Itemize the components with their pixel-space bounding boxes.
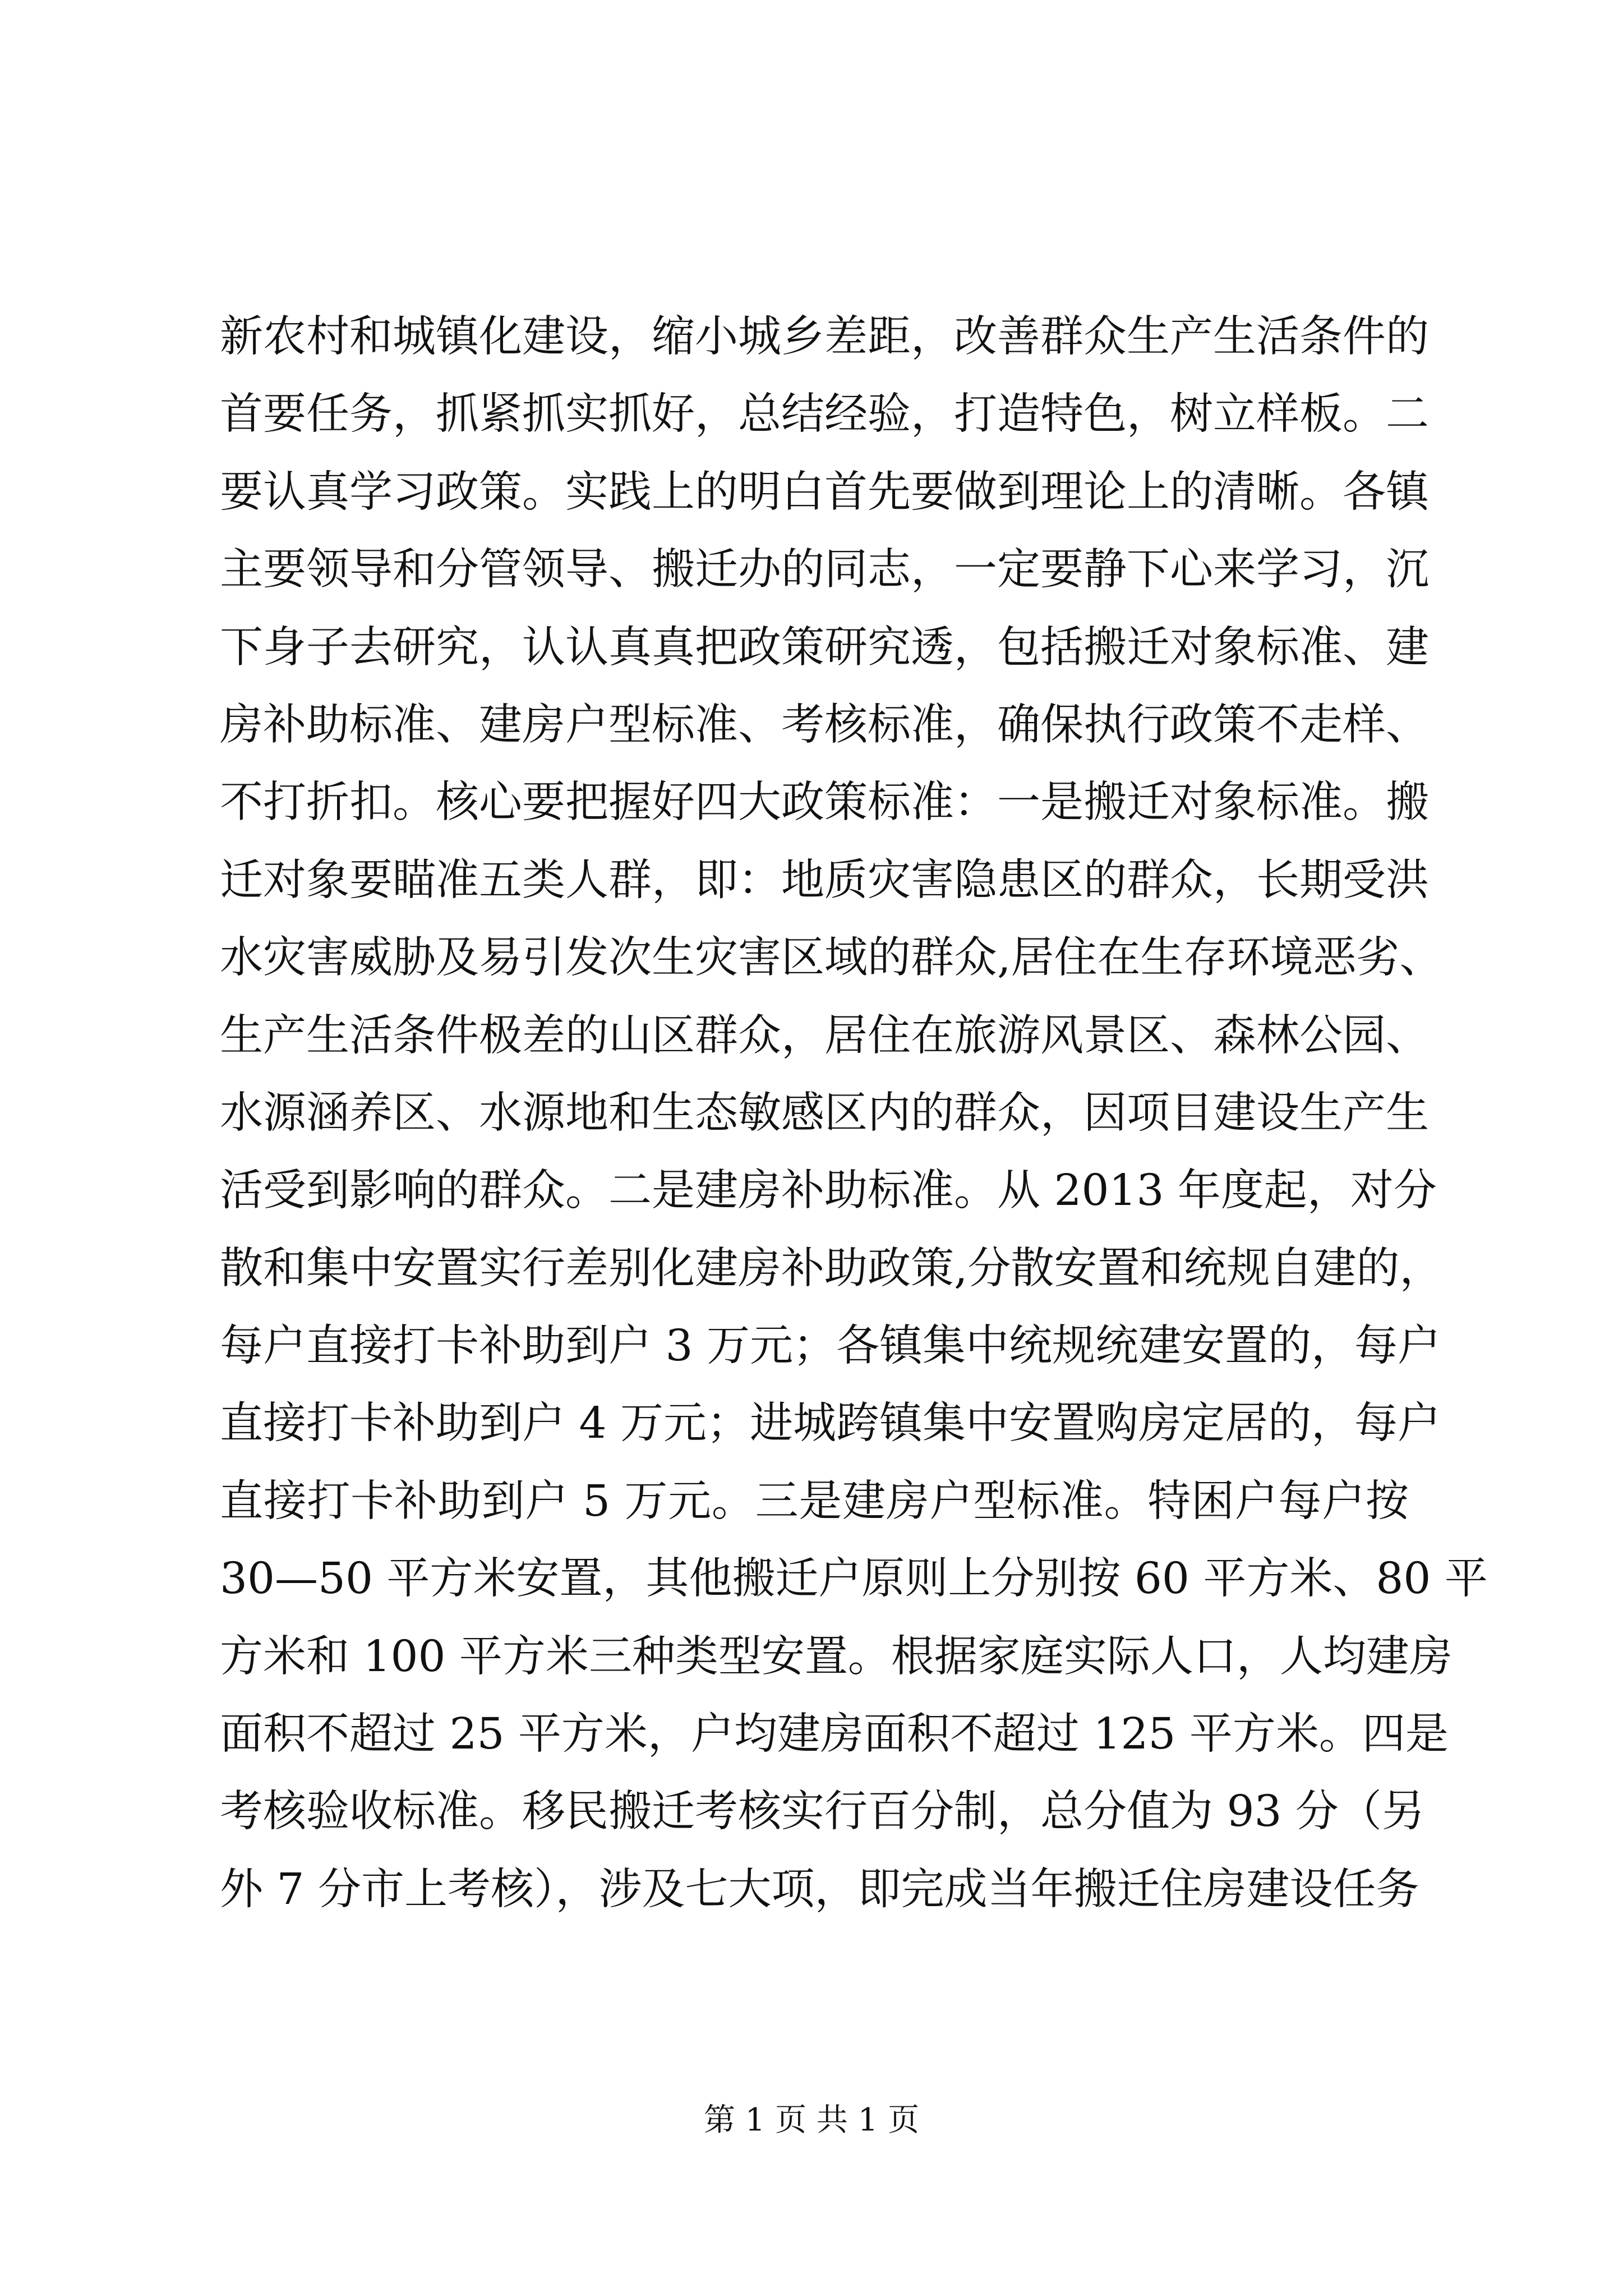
text-line: 新农村和城镇化建设，缩小城乡差距，改善群众生产生活条件的 [220,312,1429,362]
text-line: 活受到影响的群众。二是建房补助标准。从 2013 年度起，对分 [220,1166,1437,1216]
text-line: 每户直接打卡补助到户 3 万元；各镇集中统规统建安置的，每户 [220,1321,1441,1372]
text-line: 直接打卡补助到户 5 万元。三是建房户型标准。特困户每户按 [220,1476,1409,1526]
text-line: 水灾害威胁及易引发次生灾害区域的群众,居住在生存环境恶劣、 [220,933,1443,983]
text-line: 生产生活条件极差的山区群众，居住在旅游风景区、森林公园、 [220,1010,1429,1061]
text-line: 不打折扣。核心要把握好四大政策标准：一是搬迁对象标准。搬 [220,777,1429,828]
body-text [220,298,1488,1929]
text-line: 水源涵养区、水源地和生态敏感区内的群众，因项目建设生产生 [220,1088,1429,1138]
text-line: 方米和 100 平方米三种类型安置。根据家庭实际人口，人均建房 [220,1631,1453,1682]
text-line: 直接打卡补助到户 4 万元；进城跨镇集中安置购房定居的，每户 [220,1398,1441,1449]
text-line: 下身子去研究，认认真真把政策研究透，包括搬迁对象标准、建 [220,622,1429,673]
text-line: 要认真学习政策。实践上的明白首先要做到理论上的清晰。各镇 [220,467,1429,517]
text-line: 首要任务，抓紧抓实抓好，总结经验，打造特色，树立样板。二 [220,389,1429,440]
text-line: 30—50 平方米安置，其他搬迁户原则上分别按 60 平方米、80 平 [220,1554,1488,1604]
text-line: 主要领导和分管领导、搬迁办的同志，一定要静下心来学习，沉 [220,545,1429,595]
page-footer: 第 1 页 共 1 页 [703,2102,920,2138]
text-line: 房补助标准、建房户型标准、考核标准，确保执行政策不走样、 [220,700,1429,750]
text-line: 迁对象要瞄准五类人群，即：地质灾害隐患区的群众，长期受洪 [220,855,1429,905]
text-line: 面积不超过 25 平方米，户均建房面积不超过 125 平方米。四是 [220,1709,1449,1760]
text-line: 考核验收标准。移民搬迁考核实行百分制，总分值为 93 分（另 [220,1787,1425,1837]
text-line: 外 7 分市上考核），涉及七大项，即完成当年搬迁住房建设任务 [220,1864,1419,1915]
text-line: 散和集中安置实行差别化建房补助政策,分散安置和统规自建的， [220,1243,1443,1294]
